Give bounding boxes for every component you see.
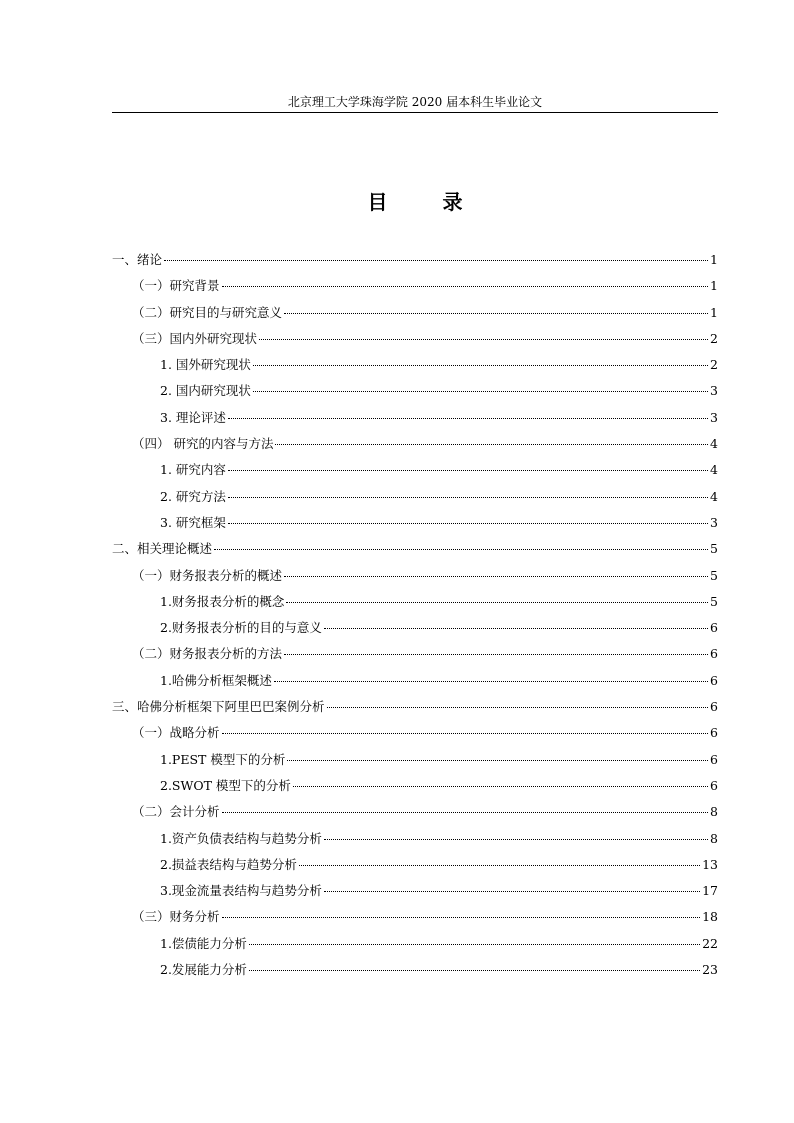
toc-entry-page: 4 (710, 436, 718, 452)
toc-dot-leader (164, 260, 708, 261)
toc-dot-leader (284, 654, 708, 655)
toc-entry-label: 2.发展能力分析 (160, 962, 247, 978)
toc-entry-page: 8 (710, 804, 718, 820)
toc-dot-leader (284, 576, 708, 577)
toc-entry-label: （二）会计分析 (132, 804, 220, 820)
toc-dot-leader (287, 760, 708, 761)
toc-entry[interactable] (112, 434, 718, 460)
toc-entry[interactable] (112, 381, 718, 407)
toc-entry[interactable] (112, 276, 718, 302)
toc-entry-label: 1. 国外研究现状 (160, 357, 251, 373)
toc-entry[interactable] (112, 671, 718, 697)
toc-entry-label: 三、哈佛分析框架下阿里巴巴案例分析 (112, 699, 325, 715)
toc-entry-page: 5 (710, 541, 718, 557)
toc-entry-page: 3 (710, 409, 718, 425)
toc-entry-label: 2.损益表结构与趋势分析 (160, 856, 297, 872)
toc-entry[interactable] (112, 566, 718, 592)
table-of-contents (112, 250, 718, 986)
toc-entry[interactable] (112, 697, 718, 723)
toc-entry-page: 1 (710, 252, 718, 267)
toc-entry-page: 4 (710, 488, 718, 504)
toc-entry-label: 1.资产负债表结构与趋势分析 (160, 830, 322, 846)
toc-dot-leader (324, 839, 708, 840)
toc-entry-label: （二）研究目的与研究意义 (132, 304, 283, 320)
toc-entry[interactable] (112, 907, 718, 933)
toc-entry[interactable] (112, 644, 718, 670)
toc-entry[interactable] (112, 592, 718, 618)
toc-title: 目 录 (367, 190, 487, 214)
toc-entry-page: 17 (702, 883, 718, 899)
toc-dot-leader (253, 391, 708, 392)
toc-dot-leader (293, 786, 708, 787)
toc-entry[interactable] (112, 355, 718, 381)
toc-entry-label: 3. 研究框架 (160, 514, 226, 530)
toc-entry[interactable] (112, 855, 718, 881)
toc-entry[interactable] (112, 618, 718, 644)
toc-entry-label: （四） 研究的内容与方法 (132, 436, 274, 452)
toc-entry[interactable] (112, 750, 718, 776)
toc-dot-leader (214, 549, 708, 550)
toc-entry-label: （一）战略分析 (132, 725, 220, 741)
toc-entry-page: 22 (702, 935, 718, 951)
toc-dot-leader (228, 523, 708, 524)
page-header: 北京理工大学珠海学院 2020 届本科生毕业论文 (287, 95, 543, 109)
toc-dot-leader (253, 365, 708, 366)
toc-dot-leader (228, 497, 708, 498)
toc-entry-page: 6 (710, 672, 718, 688)
header-divider (112, 112, 718, 113)
toc-entry-label: 1. 研究内容 (160, 462, 226, 478)
toc-entry-page: 4 (710, 462, 718, 478)
toc-entry-page: 5 (710, 567, 718, 583)
toc-dot-leader (324, 891, 700, 892)
toc-entry-page: 3 (710, 383, 718, 399)
toc-entry-label: （二）财务报表分析的方法 (132, 646, 283, 662)
toc-entry-label: 3.现金流量表结构与趋势分析 (160, 883, 322, 899)
toc-entry-page: 18 (702, 909, 718, 925)
toc-entry-label: 2.SWOT 模型下的分析 (160, 777, 291, 793)
toc-entry-page: 2 (710, 357, 718, 373)
toc-entry-label: 二、相关理论概述 (112, 541, 213, 557)
toc-entry[interactable] (112, 329, 718, 355)
toc-entry[interactable] (112, 960, 718, 986)
toc-dot-leader (249, 944, 700, 945)
toc-dot-leader (222, 733, 708, 734)
toc-entry[interactable] (112, 723, 718, 749)
toc-entry[interactable] (112, 408, 718, 434)
toc-entry-page: 13 (702, 856, 718, 872)
toc-entry-page: 8 (710, 830, 718, 846)
toc-dot-leader (286, 602, 708, 603)
toc-entry-label: （三）国内外研究现状 (132, 330, 258, 346)
toc-entry-label: （一）财务报表分析的概述 (132, 567, 283, 583)
toc-dot-leader (299, 865, 700, 866)
toc-entry[interactable] (112, 250, 718, 276)
toc-entry-label: （一）研究背景 (132, 278, 220, 294)
toc-entry-label: 1.财务报表分析的概念 (160, 593, 285, 609)
toc-entry-page: 23 (702, 962, 718, 978)
toc-dot-leader (324, 628, 708, 629)
toc-entry[interactable] (112, 934, 718, 960)
toc-entry-label: 1.哈佛分析框架概述 (160, 672, 272, 688)
toc-entry[interactable] (112, 460, 718, 486)
toc-entry-label: 1.PEST 模型下的分析 (160, 751, 286, 767)
toc-entry-label: 3. 理论评述 (160, 409, 226, 425)
toc-entry-label: 一、绪论 (112, 252, 163, 267)
toc-entry-page: 2 (710, 330, 718, 346)
toc-entry-page: 5 (710, 593, 718, 609)
toc-dot-leader (222, 812, 708, 813)
toc-entry-page: 6 (710, 699, 718, 715)
toc-entry[interactable] (112, 829, 718, 855)
toc-entry[interactable] (112, 802, 718, 828)
toc-entry[interactable] (112, 539, 718, 565)
toc-entry-label: 2. 研究方法 (160, 488, 226, 504)
toc-entry[interactable] (112, 881, 718, 907)
toc-dot-leader (222, 917, 701, 918)
toc-dot-leader (228, 470, 708, 471)
toc-entry[interactable] (112, 487, 718, 513)
toc-entry-page: 6 (710, 751, 718, 767)
toc-entry-page: 1 (710, 278, 718, 294)
toc-entry-label: 2. 国内研究现状 (160, 383, 251, 399)
toc-dot-leader (284, 313, 708, 314)
toc-dot-leader (275, 444, 708, 445)
toc-entry-page: 6 (710, 725, 718, 741)
toc-entry-page: 1 (710, 304, 718, 320)
toc-entry-page: 6 (710, 620, 718, 636)
toc-entry-page: 6 (710, 646, 718, 662)
toc-entry-label: 2.财务报表分析的目的与意义 (160, 620, 322, 636)
toc-entry-page: 6 (710, 777, 718, 793)
toc-entry[interactable] (112, 303, 718, 329)
toc-dot-leader (259, 339, 708, 340)
toc-dot-leader (327, 707, 708, 708)
toc-dot-leader (228, 418, 708, 419)
toc-dot-leader (222, 286, 708, 287)
toc-dot-leader (249, 970, 700, 971)
toc-entry[interactable] (112, 513, 718, 539)
toc-entry-label: （三）财务分析 (132, 909, 220, 925)
toc-dot-leader (274, 681, 708, 682)
toc-entry[interactable] (112, 776, 718, 802)
toc-entry-page: 3 (710, 514, 718, 530)
toc-entry-label: 1.偿债能力分析 (160, 935, 247, 951)
